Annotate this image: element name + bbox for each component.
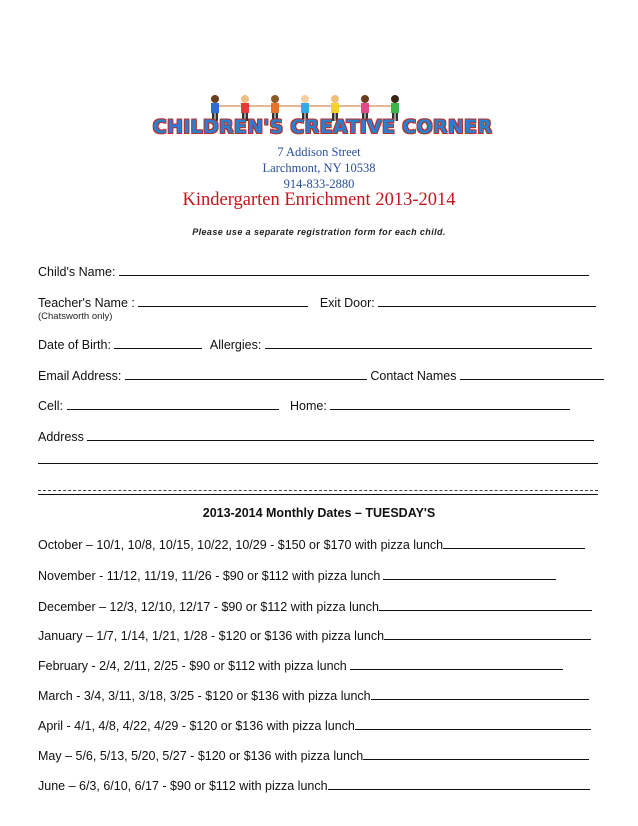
dob-label: Date of Birth: bbox=[38, 338, 111, 352]
teacher-row bbox=[38, 295, 596, 310]
child-name-field[interactable] bbox=[119, 264, 589, 276]
november-field[interactable] bbox=[383, 568, 556, 580]
schedule-row-text: March - 3/4, 3/11, 3/18, 3/25 - $120 or $136 with pizza lunch bbox=[38, 689, 371, 703]
child-name-label: Child's Name: bbox=[38, 265, 116, 279]
schedule-row bbox=[38, 748, 589, 763]
home-phone-field[interactable] bbox=[330, 398, 570, 410]
email-row bbox=[38, 368, 604, 383]
schedule-row-text: January – 1/7, 1/14, 1/21, 1/28 - $120 or $136 with pizza lunch bbox=[38, 629, 385, 643]
email-field[interactable] bbox=[125, 368, 367, 380]
address-field-line-2[interactable] bbox=[38, 463, 598, 464]
chatsworth-note: (Chatsworth only) bbox=[38, 311, 113, 322]
schedule-row bbox=[38, 688, 589, 703]
allergies-label: Allergies: bbox=[209, 338, 262, 352]
contact-names-field[interactable] bbox=[460, 368, 604, 380]
may-field[interactable] bbox=[363, 748, 589, 760]
schedule-row bbox=[38, 658, 563, 673]
divider-rule bbox=[38, 494, 598, 495]
address-street: 7 Addison Street bbox=[277, 145, 361, 159]
february-field[interactable] bbox=[350, 658, 563, 670]
october-field[interactable] bbox=[443, 537, 585, 549]
cut-line-divider bbox=[38, 490, 598, 491]
exit-door-label: Exit Door: bbox=[319, 296, 375, 310]
child-name-row bbox=[38, 264, 589, 279]
email-label: Email Address: bbox=[38, 369, 122, 383]
june-field[interactable] bbox=[328, 778, 590, 790]
schedule-row bbox=[38, 778, 590, 793]
schedule-row-text: December – 12/3, 12/10, 12/17 - $90 or $112 with pizza lunch bbox=[38, 600, 379, 614]
schedule-row bbox=[38, 718, 591, 733]
logo-wordmark: CHILDREN'S CREATIVE CORNER bbox=[152, 116, 493, 138]
registration-note: Please use a separate registration form for each child. bbox=[192, 227, 446, 237]
schedule-row bbox=[38, 537, 585, 552]
cell-field[interactable] bbox=[67, 398, 279, 410]
school-logo bbox=[150, 94, 495, 144]
teacher-name-field[interactable] bbox=[138, 295, 308, 307]
schedule-row-text: October – 10/1, 10/8, 10/15, 10/22, 10/29 - $150 or $170 with pizza lunch bbox=[38, 538, 444, 552]
exit-door-field[interactable] bbox=[378, 295, 596, 307]
march-field[interactable] bbox=[371, 688, 589, 700]
schedule-row-text: May – 5/6, 5/13, 5/20, 5/27 - $120 or $136 with pizza lunch bbox=[38, 749, 364, 763]
phone-number: 914-833-2880 bbox=[283, 177, 355, 191]
address-field[interactable] bbox=[87, 429, 594, 441]
address-row bbox=[38, 429, 594, 444]
schedule-row bbox=[38, 628, 591, 643]
contact-names-label: Contact Names bbox=[370, 369, 457, 383]
schedule-row-text: February - 2/4, 2/11, 2/25 - $90 or $112 with pizza lunch bbox=[38, 659, 347, 673]
allergies-field[interactable] bbox=[265, 337, 592, 349]
january-field[interactable] bbox=[384, 628, 591, 640]
schedule-heading: 2013-2014 Monthly Dates – TUESDAY'S bbox=[202, 506, 436, 520]
schedule-row-text: November - 11/12, 11/19, 11/26 - $90 or $112 with pizza lunch bbox=[38, 569, 381, 583]
april-field[interactable] bbox=[355, 718, 591, 730]
schedule-row-text: April - 4/1, 4/8, 4/22, 4/29 - $120 or $136 with pizza lunch bbox=[38, 719, 355, 733]
december-field[interactable] bbox=[379, 599, 592, 611]
address-city: Larchmont, NY 10538 bbox=[262, 161, 376, 175]
phone-row bbox=[38, 398, 570, 413]
schedule-row-text: June – 6/3, 6/10, 6/17 - $90 or $112 with pizza lunch bbox=[38, 779, 328, 793]
schedule-row bbox=[38, 568, 556, 583]
schedule-row bbox=[38, 599, 592, 614]
dob-row bbox=[38, 337, 592, 352]
home-phone-label: Home: bbox=[289, 399, 327, 413]
page-title: Kindergarten Enrichment 2013-2014 bbox=[182, 190, 456, 210]
address-label: Address bbox=[38, 430, 84, 444]
teacher-name-label: Teacher's Name : bbox=[38, 296, 135, 310]
dob-field[interactable] bbox=[114, 337, 202, 349]
cell-label: Cell: bbox=[38, 399, 64, 413]
